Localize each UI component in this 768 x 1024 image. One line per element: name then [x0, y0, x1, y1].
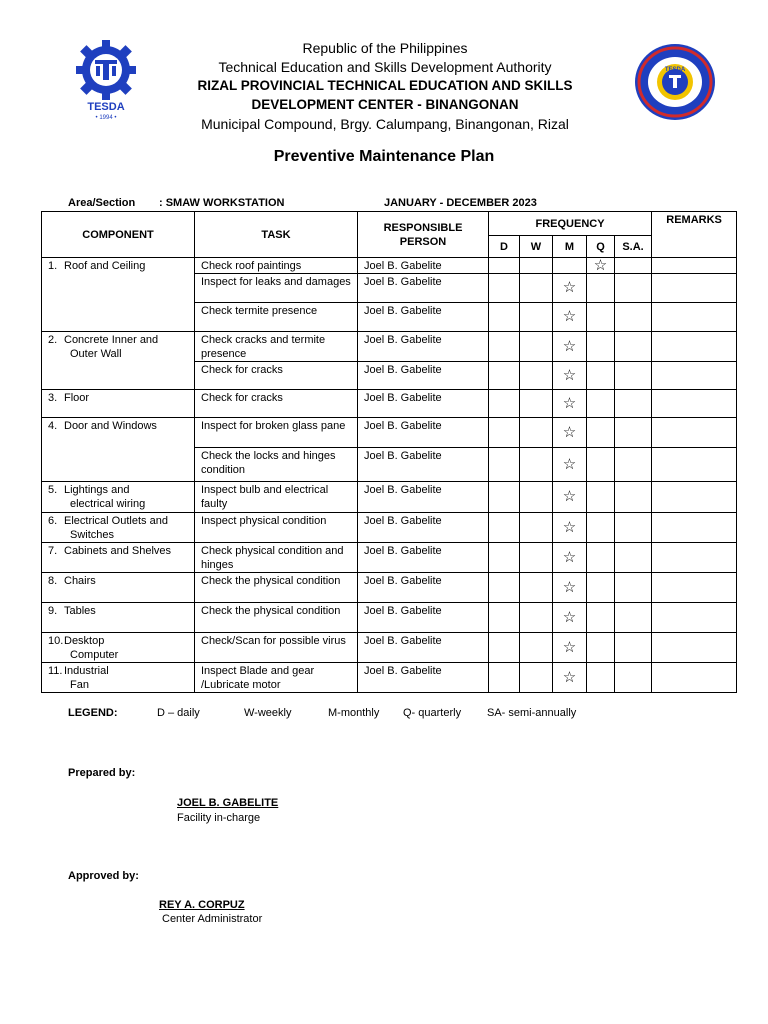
frequency-cell-sa: [615, 663, 652, 693]
frequency-star-icon: ☆: [553, 418, 587, 448]
frequency-cell-q: [587, 332, 615, 362]
remarks-cell: [652, 418, 737, 448]
table-row: [42, 482, 737, 513]
component-name-line2: Computer: [70, 649, 119, 661]
responsible-person-cell: Joel B. Gabelite: [358, 448, 489, 482]
area-label: Area/Section: [68, 197, 136, 209]
remarks-cell: [652, 603, 737, 633]
frequency-cell-w: [520, 418, 553, 448]
frequency-cell-w: [520, 573, 553, 603]
task-cell: Check for cracks: [195, 362, 358, 390]
table-row: [42, 332, 737, 362]
frequency-cell-q: [587, 362, 615, 390]
approved-role: Center Administrator: [162, 913, 263, 925]
component-cell: [42, 482, 195, 513]
tesda-logo-left: [68, 38, 144, 122]
responsible-person-cell: Joel B. Gabelite: [358, 633, 489, 663]
frequency-star-icon: ☆: [553, 663, 587, 693]
task-cell: Check/Scan for possible virus: [195, 633, 358, 663]
frequency-cell-d: [489, 603, 520, 633]
prepared-label: Prepared by:: [68, 767, 136, 779]
frequency-cell-d: [489, 448, 520, 482]
frequency-cell-w: [520, 362, 553, 390]
frequency-cell-d: [489, 303, 520, 332]
responsible-person-cell: Joel B. Gabelite: [358, 482, 489, 513]
frequency-cell-q: [587, 633, 615, 663]
frequency-cell-w: [520, 663, 553, 693]
task-cell: Inspect bulb and electrical faulty: [195, 482, 358, 513]
frequency-cell-w: [520, 390, 553, 418]
header-center-line2: DEVELOPMENT CENTER - BINANGONAN: [251, 97, 519, 112]
frequency-cell-sa: [615, 633, 652, 663]
frequency-cell-q: [587, 482, 615, 513]
component-number: 5.: [48, 484, 58, 496]
area-value: : SMAW WORKSTATION: [159, 197, 285, 209]
frequency-cell-d: [489, 418, 520, 448]
legend-daily: D – daily: [157, 707, 200, 719]
maintenance-table: [41, 211, 737, 693]
component-cell: [42, 418, 195, 482]
component-cell: [42, 633, 195, 663]
col-header-person-line1: RESPONSIBLE: [383, 221, 463, 234]
component-number: 1.: [48, 260, 58, 272]
frequency-cell-sa: [615, 362, 652, 390]
logo-left-year: • 1994 •: [95, 115, 117, 121]
remarks-cell: [652, 448, 737, 482]
col-header-w: W: [520, 236, 553, 258]
component-cell: [42, 663, 195, 693]
component-name: Door and Windows: [64, 420, 157, 432]
col-header-m: M: [553, 236, 587, 258]
frequency-star-icon: ☆: [553, 448, 587, 482]
table-row: [42, 513, 737, 543]
frequency-cell-d: [489, 663, 520, 693]
frequency-cell-q: [587, 418, 615, 448]
frequency-cell-m: [553, 258, 587, 274]
remarks-cell: [652, 274, 737, 303]
frequency-cell-d: [489, 390, 520, 418]
remarks-cell: [652, 332, 737, 362]
responsible-person-cell: Joel B. Gabelite: [358, 332, 489, 362]
col-header-person: [358, 212, 489, 258]
remarks-cell: [652, 513, 737, 543]
table-row: [42, 633, 737, 663]
remarks-cell: [652, 633, 737, 663]
frequency-cell-q: [587, 390, 615, 418]
component-name: Tables: [64, 605, 96, 617]
frequency-cell-sa: [615, 303, 652, 332]
frequency-cell-d: [489, 633, 520, 663]
frequency-cell-sa: [615, 332, 652, 362]
frequency-star-icon: ☆: [553, 390, 587, 418]
frequency-cell-sa: [615, 543, 652, 573]
prepared-name: JOEL B. GABELITE: [177, 797, 279, 809]
col-header-remarks: REMARKS: [652, 212, 737, 258]
component-cell: [42, 332, 195, 390]
component-number: 10.: [48, 635, 64, 647]
table-row: [42, 390, 737, 418]
component-name: Roof and Ceiling: [64, 260, 146, 272]
period: JANUARY - DECEMBER 2023: [384, 197, 537, 209]
frequency-cell-sa: [615, 418, 652, 448]
frequency-star-icon: ☆: [553, 603, 587, 633]
frequency-cell-sa: [615, 258, 652, 274]
frequency-cell-w: [520, 303, 553, 332]
component-name: Chairs: [64, 575, 96, 587]
frequency-cell-sa: [615, 390, 652, 418]
table-row: [42, 663, 737, 693]
frequency-cell-w: [520, 603, 553, 633]
frequency-cell-d: [489, 543, 520, 573]
responsible-person-cell: Joel B. Gabelite: [358, 303, 489, 332]
legend-monthly: M-monthly: [328, 707, 380, 719]
component-name-line2: Switches: [70, 529, 115, 541]
legend-weekly: W-weekly: [244, 707, 292, 719]
responsible-person-cell: Joel B. Gabelite: [358, 573, 489, 603]
page-title: Preventive Maintenance Plan: [273, 148, 495, 165]
frequency-cell-sa: [615, 513, 652, 543]
task-cell: Inspect Blade and gear /Lubricate motor: [195, 663, 358, 693]
component-number: 8.: [48, 575, 58, 587]
component-name: Lightings and: [64, 484, 130, 496]
frequency-cell-q: [587, 274, 615, 303]
component-cell: [42, 513, 195, 543]
frequency-cell-sa: [615, 573, 652, 603]
frequency-cell-sa: [615, 603, 652, 633]
task-cell: Inspect for leaks and damages: [195, 274, 358, 303]
frequency-cell-sa: [615, 448, 652, 482]
frequency-cell-w: [520, 448, 553, 482]
frequency-star-icon: ☆: [553, 633, 587, 663]
responsible-person-cell: Joel B. Gabelite: [358, 603, 489, 633]
frequency-cell-w: [520, 633, 553, 663]
remarks-cell: [652, 482, 737, 513]
responsible-person-cell: Joel B. Gabelite: [358, 513, 489, 543]
component-name-line2: electrical wiring: [70, 498, 146, 510]
responsible-person-cell: Joel B. Gabelite: [358, 390, 489, 418]
frequency-cell-w: [520, 258, 553, 274]
responsible-person-cell: Joel B. Gabelite: [358, 663, 489, 693]
component-number: 11.: [48, 665, 63, 677]
remarks-cell: [652, 258, 737, 274]
table-row: [42, 603, 737, 633]
logo-right-text: TESDA: [664, 67, 686, 73]
frequency-cell-w: [520, 513, 553, 543]
frequency-cell-d: [489, 274, 520, 303]
remarks-cell: [652, 663, 737, 693]
approved-label: Approved by:: [68, 870, 139, 882]
component-name: Electrical Outlets and: [64, 515, 168, 527]
responsible-person-cell: Joel B. Gabelite: [358, 543, 489, 573]
task-cell: Check cracks and termite presence: [195, 332, 358, 362]
header-address: Municipal Compound, Brgy. Calumpang, Binangonan, Rizal: [201, 116, 569, 132]
logo-left-text: TESDA: [87, 101, 125, 113]
task-cell: Check roof paintings: [195, 258, 358, 274]
frequency-cell-w: [520, 332, 553, 362]
responsible-person-cell: Joel B. Gabelite: [358, 418, 489, 448]
col-header-person-line2: PERSON: [399, 235, 447, 248]
component-name-line2: Outer Wall: [70, 348, 122, 360]
approved-name: REY A. CORPUZ: [159, 899, 245, 911]
component-name-line2: Fan: [70, 679, 89, 691]
component-number: 3.: [48, 392, 58, 404]
component-name: Cabinets and Shelves: [64, 545, 172, 557]
frequency-star-icon: ☆: [553, 513, 587, 543]
component-number: 4.: [48, 420, 58, 432]
remarks-cell: [652, 303, 737, 332]
header-country: Republic of the Philippines: [302, 40, 468, 56]
frequency-cell-d: [489, 482, 520, 513]
task-cell: Check termite presence: [195, 303, 358, 332]
prepared-role: Facility in-charge: [177, 812, 261, 824]
frequency-cell-q: [587, 573, 615, 603]
legend-label: LEGEND:: [68, 707, 118, 719]
component-name: Concrete Inner and: [64, 334, 159, 346]
frequency-cell-d: [489, 258, 520, 274]
frequency-star-icon: ☆: [553, 543, 587, 573]
task-cell: Check physical condition and hinges: [195, 543, 358, 573]
responsible-person-cell: Joel B. Gabelite: [358, 362, 489, 390]
frequency-star-icon: ☆: [553, 573, 587, 603]
legend-quarterly: Q- quarterly: [403, 707, 462, 719]
component-cell: [42, 603, 195, 633]
remarks-cell: [652, 362, 737, 390]
component-cell: [42, 258, 195, 332]
task-cell: Check the physical condition: [195, 603, 358, 633]
task-cell: Check for cracks: [195, 390, 358, 418]
frequency-cell-q: [587, 543, 615, 573]
component-name: Industrial: [64, 665, 109, 677]
frequency-cell-q: [587, 513, 615, 543]
frequency-cell-w: [520, 543, 553, 573]
col-header-d: D: [489, 236, 520, 258]
table-row: [42, 543, 737, 573]
frequency-cell-q: [587, 303, 615, 332]
component-name: Floor: [64, 392, 90, 404]
table-row: [42, 418, 737, 448]
frequency-cell-d: [489, 573, 520, 603]
table-row: [42, 258, 737, 274]
frequency-star-icon: ☆: [587, 258, 615, 274]
frequency-cell-sa: [615, 274, 652, 303]
component-cell: [42, 543, 195, 573]
frequency-cell-d: [489, 332, 520, 362]
col-header-task: TASK: [195, 212, 358, 258]
header-center-line1: RIZAL PROVINCIAL TECHNICAL EDUCATION AND SKILLS: [197, 78, 573, 93]
remarks-cell: [652, 390, 737, 418]
task-cell: Check the locks and hinges condition: [195, 448, 358, 482]
frequency-cell-q: [587, 448, 615, 482]
frequency-star-icon: ☆: [553, 482, 587, 513]
frequency-cell-q: [587, 603, 615, 633]
component-cell: [42, 573, 195, 603]
component-name: Desktop: [64, 635, 105, 647]
table-row: [42, 573, 737, 603]
frequency-cell-d: [489, 362, 520, 390]
task-cell: Inspect physical condition: [195, 513, 358, 543]
frequency-cell-sa: [615, 482, 652, 513]
frequency-cell-w: [520, 482, 553, 513]
frequency-cell-q: [587, 663, 615, 693]
frequency-star-icon: ☆: [553, 362, 587, 390]
col-header-q: Q: [587, 236, 615, 258]
responsible-person-cell: Joel B. Gabelite: [358, 258, 489, 274]
component-number: 2.: [48, 334, 58, 346]
remarks-cell: [652, 573, 737, 603]
col-header-frequency: FREQUENCY: [489, 212, 652, 236]
header-agency: Technical Education and Skills Development Authority: [218, 59, 552, 75]
provincial-seal-right: [633, 42, 717, 122]
frequency-star-icon: ☆: [553, 274, 587, 303]
frequency-cell-w: [520, 274, 553, 303]
remarks-cell: [652, 543, 737, 573]
col-header-component: COMPONENT: [42, 212, 195, 258]
legend-semi-annually: SA- semi-annually: [487, 707, 577, 719]
component-number: 7.: [48, 545, 58, 557]
frequency-star-icon: ☆: [553, 332, 587, 362]
responsible-person-cell: Joel B. Gabelite: [358, 274, 489, 303]
task-cell: Check the physical condition: [195, 573, 358, 603]
col-header-sa: S.A.: [615, 236, 652, 258]
frequency-cell-d: [489, 513, 520, 543]
component-cell: [42, 390, 195, 418]
component-number: 9.: [48, 605, 58, 617]
component-number: 6.: [48, 515, 58, 527]
task-cell: Inspect for broken glass pane: [195, 418, 358, 448]
frequency-star-icon: ☆: [553, 303, 587, 332]
